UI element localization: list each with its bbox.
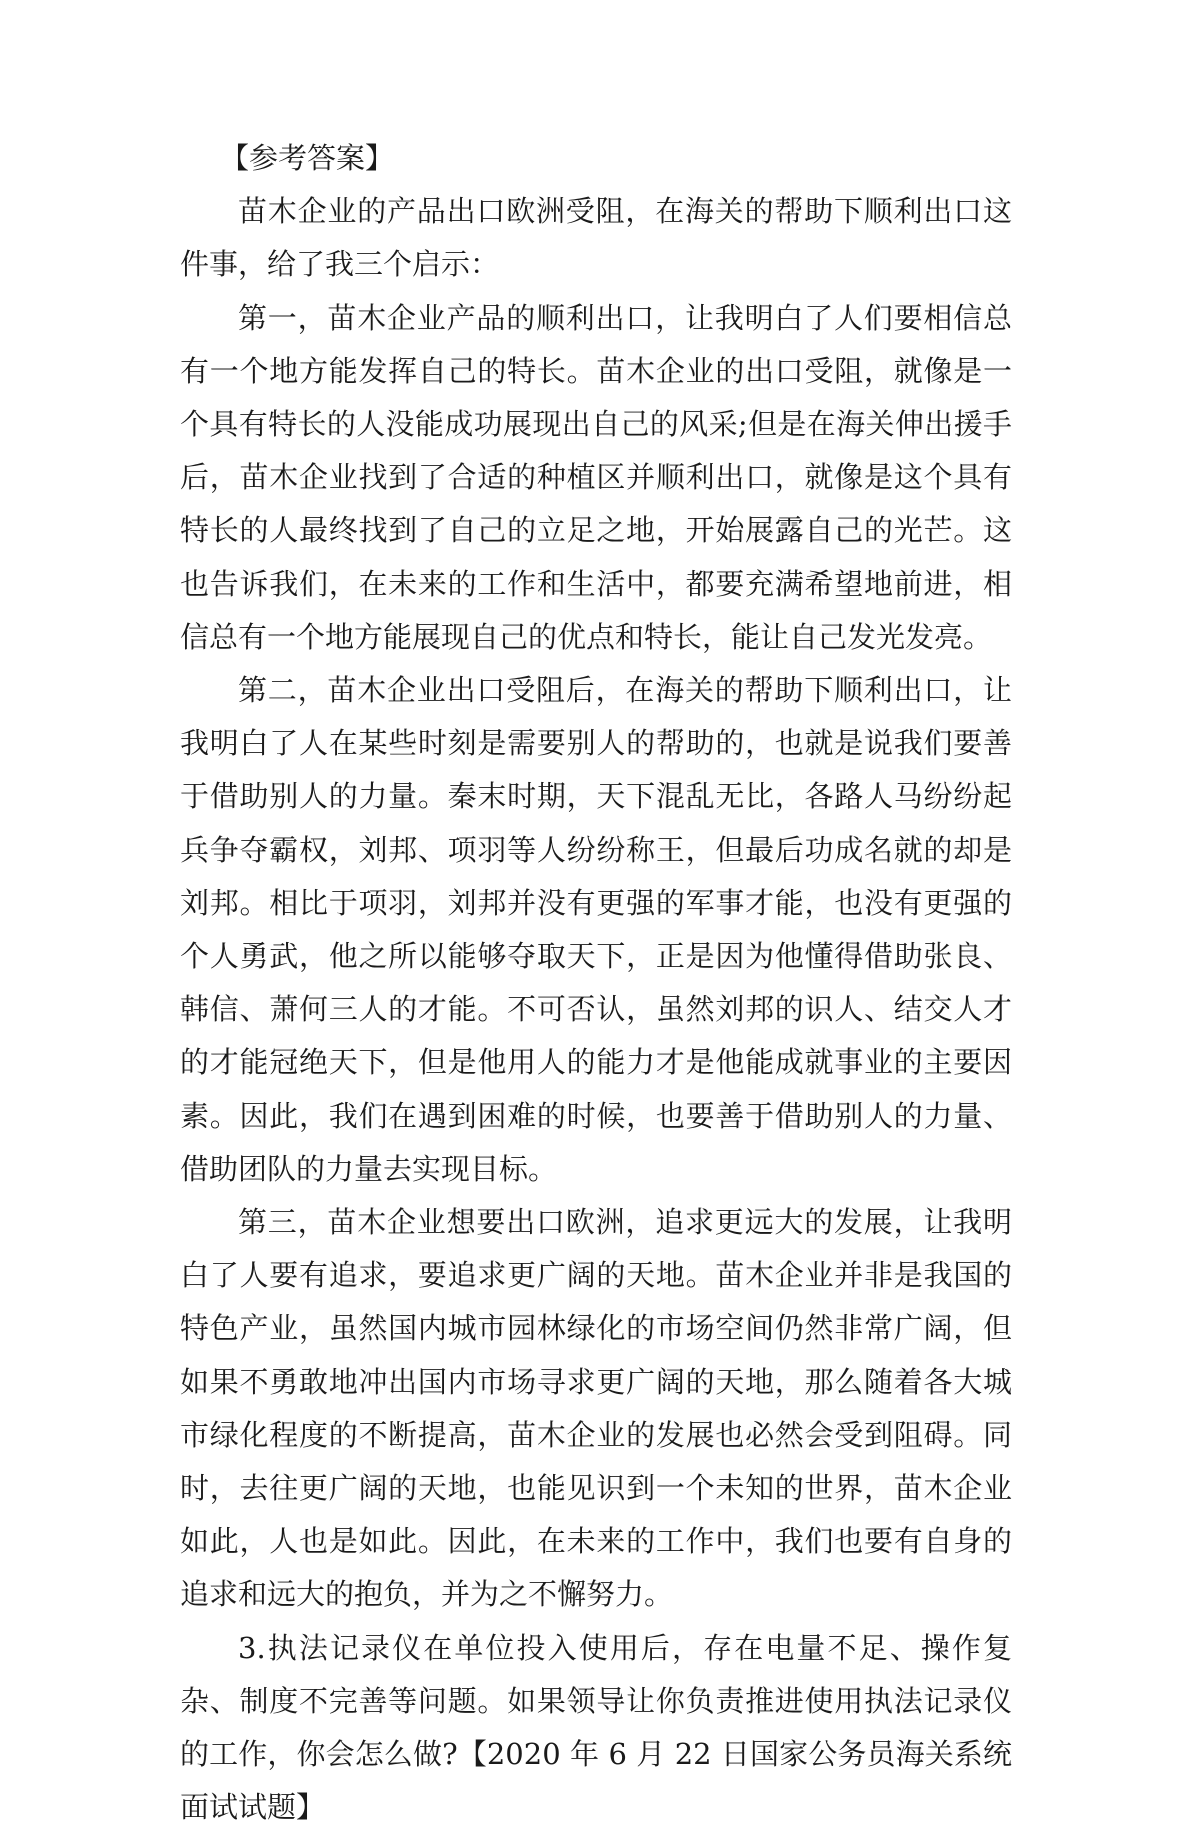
- first-insight-paragraph: 第一，苗木企业产品的顺利出口，让我明白了人们要相信总有一个地方能发挥自己的特长。苗木企业的出口受阻，就像是一个具有特长的人没能成功展现出自己的风采;但是在海关伸出援手后，苗木企业找到了合适的种植区并顺利出口，就像是这个具有特长的人最终找到了自己的立足之地，开始展露自己的光芒。这也告诉我们，在未来的工作和生活中，都要充满希望地前进，相信总有一个地方能展现自己的优点和特长，能让自己发光发亮。: [180, 300, 1012, 654]
- second-insight-paragraph: 第二，苗木企业出口受阻后，在海关的帮助下顺利出口，让我明白了人在某些时刻是需要别人的帮助的，也就是说我们要善于借助别人的力量。秦末时期，天下混乱无比，各路人马纷纷起兵争夺霸权，刘邦、项羽等人纷纷称王，但最后功成名就的却是刘邦。相比于项羽，刘邦并没有更强的军事才能，也没有更强的个人勇武，他之所以能够夺取天下，正是因为他懂得借助张良、韩信、萧何三人的才能。不可否认，虽然刘邦的识人、结交人才的才能冠绝天下，但是他用人的能力才是他能成就事业的主要因素。因此，我们在遇到困难的时候，也要善于借助别人的力量、借助团队的力量去实现目标。: [180, 673, 1012, 1186]
- question-3-paragraph: 3.执法记录仪在单位投入使用后，存在电量不足、操作复杂、制度不完善等问题。如果领导让你负责推进使用执法记录仪的工作，你会怎么做?【2020 年 6 月 22 日国家公务员海关系统面试试题】: [180, 1630, 1012, 1825]
- document-body: [180, 132, 1012, 1835]
- reference-answer-heading: 【参考答案】: [220, 141, 395, 175]
- third-insight-paragraph: 第三，苗木企业想要出口欧洲，追求更远大的发展，让我明白了人要有追求，要追求更广阔的天地。苗木企业并非是我国的特色产业，虽然国内城市园林绿化的市场空间仍然非常广阔，但如果不勇敢地冲出国内市场寻求更广阔的天地，那么随着各大城市绿化程度的不断提高，苗木企业的发展也必然会受到阻碍。同时，去往更广阔的天地，也能见识到一个未知的世界，苗木企业如此，人也是如此。因此，在未来的工作中，我们也要有自身的追求和远大的抱负，并为之不懈努力。: [180, 1205, 1012, 1612]
- intro-paragraph: 苗木企业的产品出口欧洲受阻，在海关的帮助下顺利出口这件事，给了我三个启示：: [180, 194, 1012, 282]
